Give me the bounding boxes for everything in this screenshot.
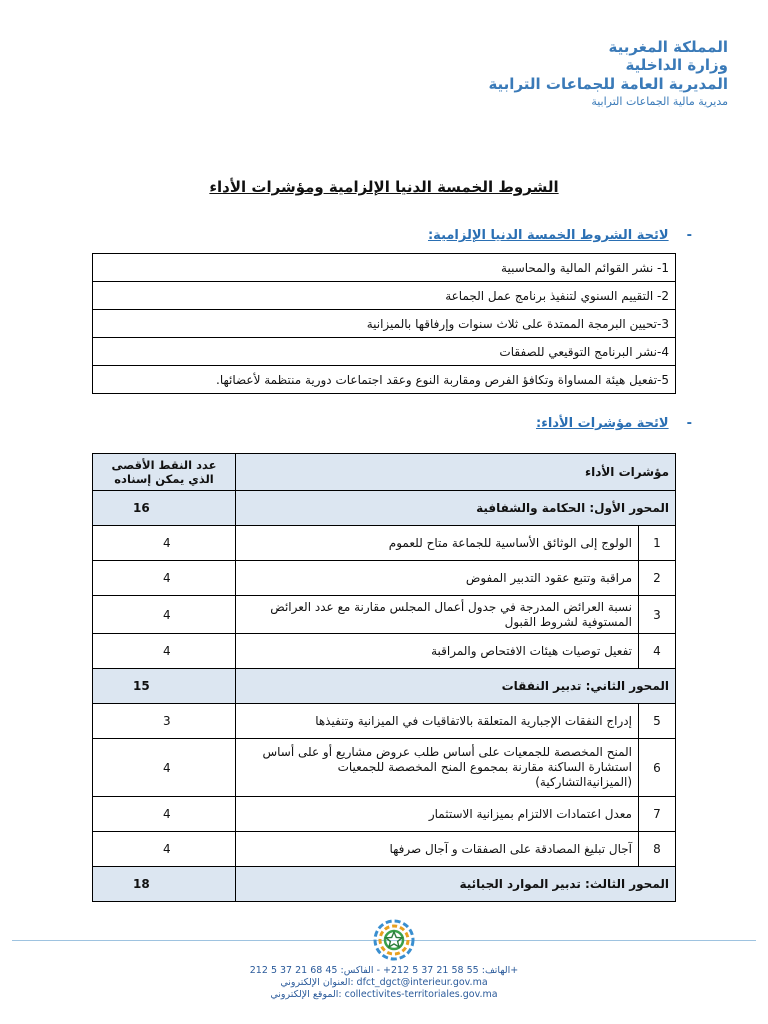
indicator-column-header: مؤشرات الأداء: [236, 454, 676, 491]
condition-item: 5-تفعيل هيئة المساواة وتكافؤ الفرص ومقاربة النوع وعقد اجتماعات دورية منتظمة لأعضائها.: [93, 366, 676, 394]
condition-item: 3-تحيين البرمجة الممتدة على ثلاث سنوات وإرفاقها بالميزانية: [93, 310, 676, 338]
indicator-points: 4: [93, 561, 236, 596]
axis-row: [93, 491, 676, 526]
table-row: [93, 634, 676, 669]
indicator-text: تفعيل توصيات هيئات الافتحاص والمراقبة: [236, 634, 639, 669]
indicators-table: [92, 453, 676, 902]
directorate-name: المديرية العامة للجماعات الترابية: [488, 75, 728, 93]
indicator-points: 4: [93, 634, 236, 669]
axis-row: [93, 669, 676, 704]
table-row: [93, 338, 676, 366]
table-row: [93, 704, 676, 739]
table-row: [93, 282, 676, 310]
indicator-text: إدراج النفقات الإجبارية المتعلقة بالاتفاقيات في الميزانية وتنفيذها: [236, 704, 639, 739]
table-row: [93, 596, 676, 634]
table-header-row: [93, 454, 676, 491]
indicator-number: 2: [639, 561, 676, 596]
indicator-number: 4: [639, 634, 676, 669]
table-row: [93, 366, 676, 394]
table-row: [93, 310, 676, 338]
axis-name: المحور الثالث: تدبير الموارد الجبائية: [236, 867, 676, 902]
axis-name: المحور الثاني: تدبير النفقات: [236, 669, 676, 704]
table-row: [93, 797, 676, 832]
axis-points: 16: [93, 491, 236, 526]
indicator-number: 3: [639, 596, 676, 634]
indicator-points: 4: [93, 739, 236, 797]
indicator-points: 3: [93, 704, 236, 739]
document-title: الشروط الخمسة الدنيا الإلزامية ومؤشرات الأداء: [209, 178, 559, 196]
phone-fax-line: الهاتف: 55 58 21 37 5 212+ - الفاكس: 45 68 21 37 5 212+: [249, 965, 519, 976]
indicator-points: 4: [93, 526, 236, 561]
email-line[interactable]: العنوان الإلكتروني: dfct_dgct@interieur.gov.ma: [280, 977, 488, 988]
website-line[interactable]: الموقع الإلكتروني: collectivites-territoriales.gov.ma: [270, 989, 498, 1000]
indicator-number: 6: [639, 739, 676, 797]
indicator-points: 4: [93, 832, 236, 867]
indicator-text: الولوج إلى الوثائق الأساسية للجماعة متاح للعموم: [236, 526, 639, 561]
ministry-name: وزارة الداخلية: [625, 56, 728, 74]
indicator-text: آجال تبليغ المصادقة على الصفقات و آجال صرفها: [236, 832, 639, 867]
indicator-text: مراقبة وتتبع عقود التدبير المفوض: [236, 561, 639, 596]
table-row: [93, 832, 676, 867]
indicator-text: المنح المخصصة للجمعيات على أساس طلب عروض مشاريع أو على أساس استشارة الساكنة مقارنة بمجموع المنح المخصصة للجمعيات (الميزانيةالتشاركية): [236, 739, 639, 797]
indicator-points: 4: [93, 596, 236, 634]
indicator-number: 5: [639, 704, 676, 739]
indicator-text: معدل اعتمادات الالتزام بميزانية الاستثمار: [236, 797, 639, 832]
table-row: [93, 561, 676, 596]
indicator-number: 7: [639, 797, 676, 832]
star-emblem-icon: [372, 918, 416, 962]
conditions-table: [92, 253, 676, 394]
indicator-points: 4: [93, 797, 236, 832]
axis-points: 18: [93, 867, 236, 902]
axis-row: [93, 867, 676, 902]
condition-item: 4-نشر البرنامج التوقيعي للصفقات: [93, 338, 676, 366]
indicator-number: 8: [639, 832, 676, 867]
indicator-number: 1: [639, 526, 676, 561]
division-name: مديرية مالية الجماعات الترابية: [591, 95, 728, 108]
points-column-header: عدد النقط الأقصى الذي يمكن إسناده: [93, 454, 236, 491]
axis-name: المحور الأول: الحكامة والشفافية: [236, 491, 676, 526]
contact-footer: [0, 965, 768, 1001]
indicator-text: نسبة العرائض المدرجة في جدول أعمال المجلس مقارنة مع عدد العرائض المستوفية لشروط القبول: [236, 596, 639, 634]
condition-item: 1- نشر القوائم المالية والمحاسبية: [93, 254, 676, 282]
kingdom-name: المملكة المغربية: [608, 38, 728, 56]
conditions-heading: -لائحة الشروط الخمسة الدنيا الإلزامية:: [427, 228, 692, 243]
condition-item: 2- التقييم السنوي لتنفيذ برنامج عمل الجماعة: [93, 282, 676, 310]
ministry-header: [428, 38, 728, 110]
table-row: [93, 254, 676, 282]
table-row: [93, 526, 676, 561]
indicators-heading: -لائحة مؤشرات الأداء:: [536, 416, 692, 431]
table-row: [93, 739, 676, 797]
axis-points: 15: [93, 669, 236, 704]
